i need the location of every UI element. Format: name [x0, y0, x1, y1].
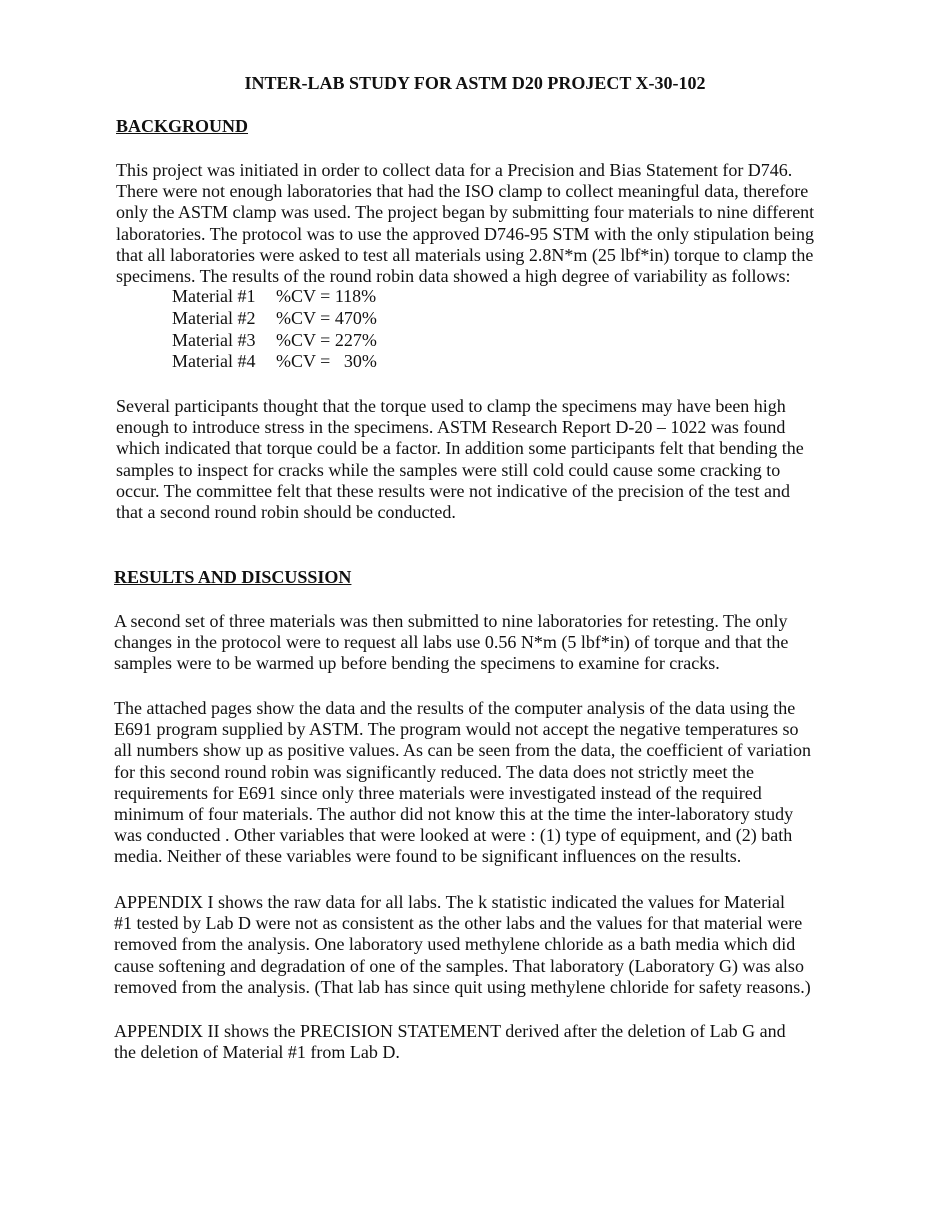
text-line: Several participants thought that the torque used to clamp the specimens may have been high: [116, 396, 786, 416]
text-line: all numbers show up as positive values. As can be seen from the data, the coefficient of variation: [114, 740, 811, 761]
text-line: the deletion of Material #1 from Lab D.: [114, 1042, 400, 1063]
material-label: Material #3: [172, 329, 256, 350]
text-line: changes in the protocol were to request all labs use 0.56 N*m (5 lbf*in) of torque and that the: [114, 632, 789, 653]
list-item: [172, 308, 377, 330]
text-line: for this second round robin was significantly reduced. The data does not strictly meet the: [114, 761, 755, 782]
text-line: media. Neither of these variables were found to be significant influences on the results.: [114, 846, 742, 867]
document-title: INTER-LAB STUDY FOR ASTM D20 PROJECT X-30-102: [244, 73, 706, 93]
text-line: occur. The committee felt that these results were not indicative of the precision of the test and: [116, 480, 790, 501]
material-label: Material #4: [172, 351, 256, 372]
text-line: APPENDIX II shows the PRECISION STATEMENT derived after the deletion of Lab G and: [114, 1021, 786, 1041]
list-item: [172, 330, 377, 352]
text-line: enough to introduce stress in the specimens. ASTM Research Report D-20 – 1022 was found: [116, 417, 786, 438]
text-line: only the ASTM clamp was used. The project began by submitting four materials to nine different: [116, 202, 815, 223]
cv-value: %CV = 30%: [276, 351, 377, 372]
results-paragraph-2: [114, 698, 844, 868]
text-line: cause softening and degradation of one of the samples. That laboratory (Laboratory G) was also: [114, 955, 804, 976]
text-line: There were not enough laboratories that had the ISO clamp to collect meaningful data, therefore: [116, 181, 809, 202]
cv-value: %CV = 118%: [276, 286, 377, 306]
text-line: samples to inspect for cracks while the samples were still cold could cause some cracking to: [116, 459, 781, 480]
background-heading: BACKGROUND: [116, 116, 249, 136]
text-line: removed from the analysis. (That lab has since quit using methylene chloride for safety reasons.): [114, 976, 811, 997]
results-paragraph-1: [114, 611, 844, 675]
text-line: samples were to be warmed up before bending the specimens to examine for cracks.: [114, 653, 720, 674]
cv-value: %CV = 227%: [276, 329, 377, 350]
list-item: [172, 286, 377, 308]
background-paragraph-1: [116, 160, 846, 287]
cv-results-list: [172, 286, 377, 373]
text-line: which indicated that torque could be a factor. In addition some participants felt that bending the: [116, 438, 804, 459]
material-label: Material #2: [172, 307, 256, 328]
text-line: #1 tested by Lab D were not as consistent as the other labs and the values for that material were: [114, 913, 803, 934]
text-line: This project was initiated in order to collect data for a Precision and Bias Statement for D746.: [116, 160, 793, 180]
text-line: The attached pages show the data and the results of the computer analysis of the data using the: [114, 698, 796, 718]
text-line: A second set of three materials was then submitted to nine laboratories for retesting. The only: [114, 611, 788, 631]
results-paragraph-3: [114, 892, 844, 998]
cv-value: %CV = 470%: [276, 307, 377, 328]
text-line: that a second round robin should be conducted.: [116, 502, 456, 523]
text-line: APPENDIX I shows the raw data for all labs. The k statistic indicated the values for Material: [114, 892, 785, 912]
material-label: Material #1: [172, 286, 256, 306]
text-line: removed from the analysis. One laboratory used methylene chloride as a bath media which did: [114, 934, 796, 955]
results-paragraph-4: [114, 1021, 844, 1063]
text-line: E691 program supplied by ASTM. The program would not accept the negative temperatures so: [114, 719, 799, 740]
text-line: minimum of four materials. The author did not know this at the time the inter-laboratory study: [114, 804, 794, 825]
text-line: requirements for E691 since only three materials were investigated instead of the required: [114, 782, 762, 803]
background-paragraph-2: [116, 396, 846, 523]
results-heading: RESULTS AND DISCUSSION: [114, 567, 352, 587]
list-item: [172, 351, 377, 373]
text-line: was conducted . Other variables that were looked at were : (1) type of equipment, and (2) bath: [114, 825, 793, 846]
text-line: laboratories. The protocol was to use the approved D746-95 STM with the only stipulation being: [116, 223, 815, 244]
text-line: specimens. The results of the round robin data showed a high degree of variability as follows:: [116, 266, 791, 287]
text-line: that all laboratories were asked to test all materials using 2.8N*m (25 lbf*in) torque to clamp the: [116, 244, 814, 265]
